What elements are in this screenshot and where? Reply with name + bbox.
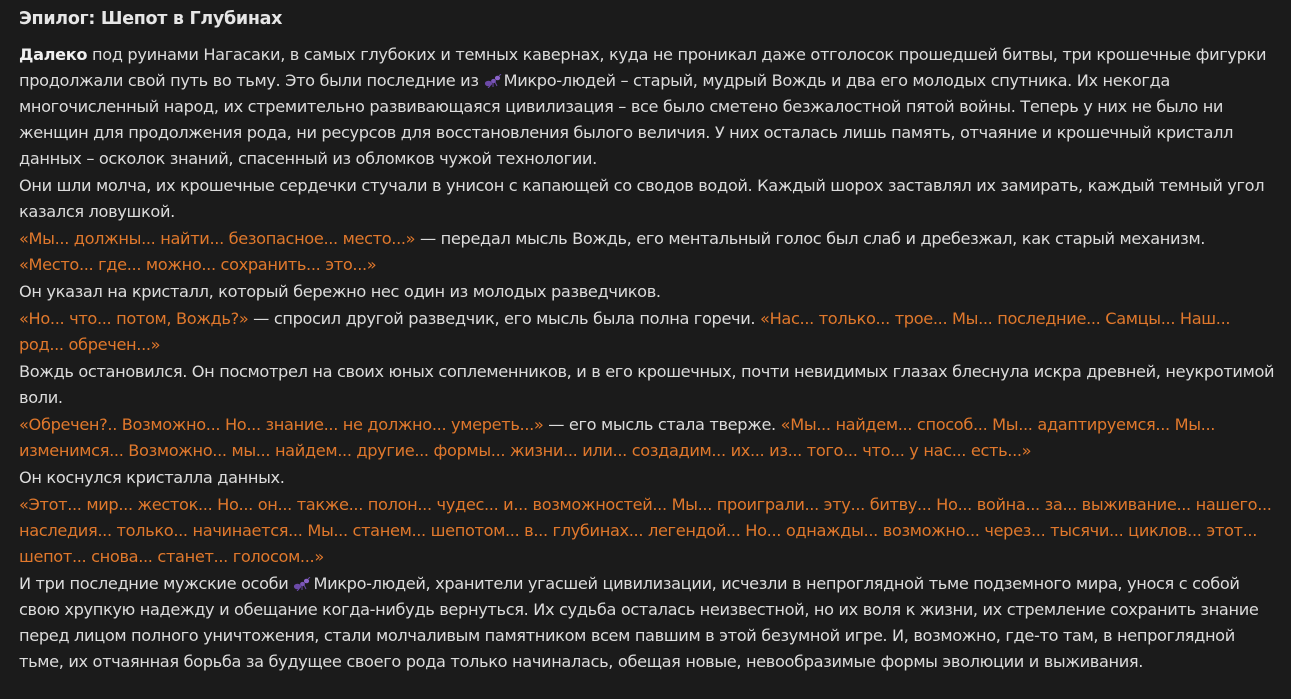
chief-quote-2: «Место... где... можно... сохранить... это...»: [19, 255, 377, 274]
text: — его мысль стала тверже.: [543, 415, 781, 434]
paragraph-intro: [19, 42, 1275, 172]
ant-icon: [484, 74, 502, 88]
text: Микро-людей, хранители угасшей цивилизации, исчезли в непроглядной тьме подземного мира, унося с собой свою хрупкую надежду и обещание когда-нибудь вернуться. Их судьба осталась неизвестной, но их воля к жизни, их стремление сохранить знание перед лицом полного уничтожения, стали молчаливым памятником всем павшим в этой безумной игре. И, возможно, где-то там, в непроглядной тьме, их отчаянная борьба за будущее своего рода только начиналась, обещая новые, невообразимые формы эволюции и выживания.: [19, 574, 1259, 671]
text: Микро-людей – старый, мудрый Вождь и два его молодых спутника. Их некогда многочисленный народ, их стремительно развивающаяся цивилизация – все было сметено безжалостной пятой войны. Теперь у них не было ни женщин для продолжения рода, ни ресурсов для восстановления былого величия. У них осталась лишь память, отчаяние и крошечный кристалл данных – осколок знаний, спасенный из обломков чужой технологии.: [19, 71, 1234, 168]
text: под руинами Нагасаки, в самых глубоких и темных кавернах, куда не проникал даже отголосок прошедшей битвы, три крошечные фигурки продолжали свой путь во тьму. Это были последние из: [19, 45, 1267, 90]
chief-quote-3: «Обречен?.. Возможно... Но... знание... не должно... умереть...»: [19, 415, 544, 434]
paragraph-6: Вождь остановился. Он посмотрел на своих юных соплеменников, и в его крошечных, почти невидимых глазах блеснула искра древней, неукротимой воли.: [19, 362, 1275, 407]
paragraph-9-quote: «Этот... мир... жесток... Но... он... также... полон... чудес... и... возможностей... Мы... проиграли... эту... битву... Но... война... за... выживание... нашего... наследия... только... начинается... Мы... станем... шепотом... в... глубинах... легендой... Но... однажды... возможно... через... тысячи... циклов... этот... шепот... снова... станет... голосом...»: [19, 495, 1272, 566]
paragraph-2: Они шли молча, их крошечные сердечки стучали в унисон с капающей со сводов водой. Каждый шорох заставлял их замирать, каждый темный угол казался ловушкой.: [19, 176, 1265, 221]
ant-icon: [293, 577, 311, 591]
paragraph-final: [19, 571, 1275, 675]
text: И три последние мужские особи: [19, 574, 289, 593]
story-title: Эпилог: Шепот в Глубинах: [19, 9, 283, 29]
chief-quote: «Мы... должны... найти... безопасное... место...»: [19, 229, 416, 248]
chief-quote-4: «Мы... найдем... способ... Мы... адаптируемся... Мы... изменимся... Возможно... мы... найдем... другие... формы... жизни... или... создадим... их... из... того... что... у нас... есть...»: [19, 415, 1216, 460]
paragraph-8: Он коснулся кристалла данных.: [19, 468, 285, 487]
paragraph-4: Он указал на кристалл, который бережно нес один из молодых разведчиков.: [19, 282, 661, 301]
paragraph-3: [19, 226, 1275, 278]
scout-quote: «Но... что... потом, Вождь?»: [19, 309, 249, 328]
paragraph-5: [19, 306, 1275, 358]
scout-quote-2: «Нас... только... трое... Мы... последние... Самцы... Наш... род... обречен...»: [19, 309, 1231, 354]
lead-word: Далеко: [19, 45, 88, 64]
text: — передал мысль Вождь, его ментальный голос был слаб и дребезжал, как старый механизм.: [415, 229, 1206, 248]
text: — спросил другой разведчик, его мысль была полна горечи.: [248, 309, 761, 328]
paragraph-7: [19, 412, 1275, 464]
